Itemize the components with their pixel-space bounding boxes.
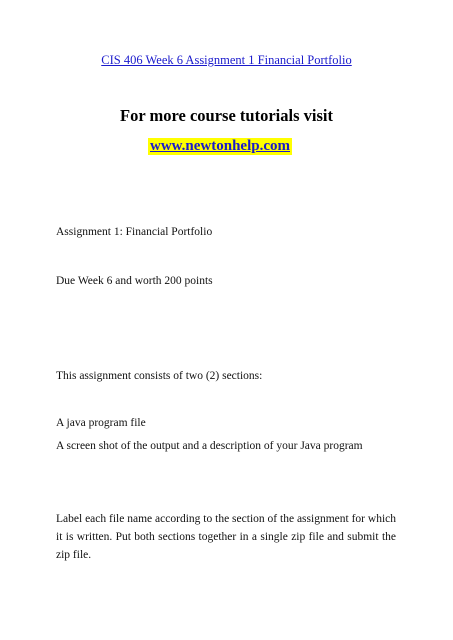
sections-intro-text: This assignment consists of two (2) sections: <box>56 370 263 382</box>
section-item-java-file: A java program file <box>56 417 146 429</box>
document-title-link[interactable]: CIS 406 Week 6 Assignment 1 Financial Portfolio <box>101 53 352 67</box>
due-date-text: Due Week 6 and worth 200 points <box>56 275 213 287</box>
promo-website-link[interactable]: www.newtonhelp.com <box>150 138 291 154</box>
promo-heading: For more course tutorials visit <box>120 106 333 125</box>
assignment-name: Assignment 1: Financial Portfolio <box>56 226 213 238</box>
submission-instructions: Label each file name according to the section of the assignment for which it is written. Put both sections together in a single zip file and submit the zip file. <box>56 513 396 561</box>
section-item-screenshot: A screen shot of the output and a description of your Java program <box>56 440 363 452</box>
